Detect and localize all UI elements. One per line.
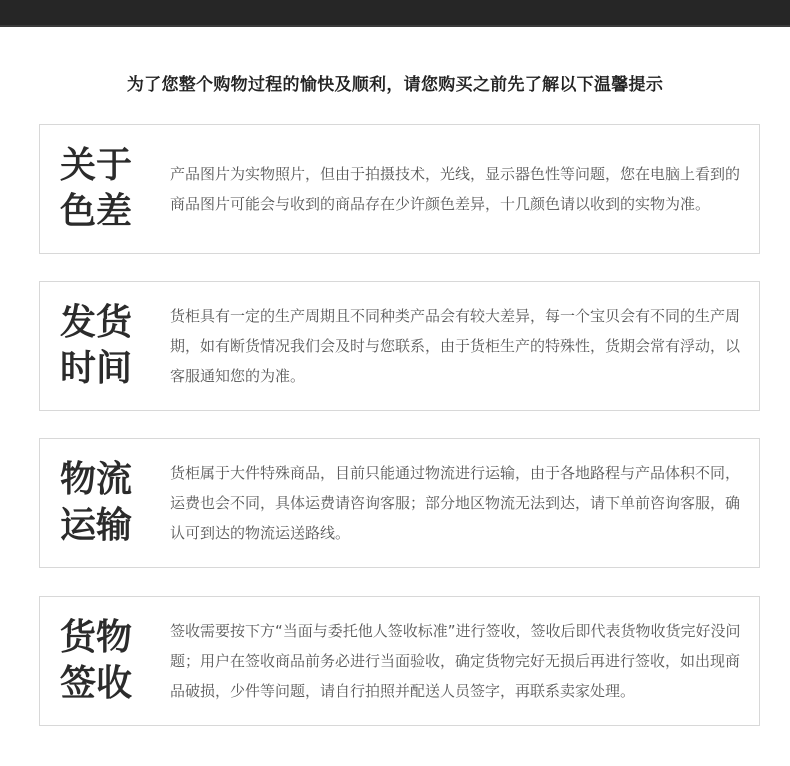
card-title: 货物签收 bbox=[60, 617, 133, 704]
info-card-receipt bbox=[39, 596, 760, 726]
info-card-logistics bbox=[39, 438, 760, 568]
info-card-color-difference bbox=[39, 124, 760, 254]
top-banner-strip bbox=[0, 0, 790, 27]
card-title: 关于色差 bbox=[60, 145, 133, 232]
card-title: 物流运输 bbox=[60, 459, 133, 546]
notice-heading: 为了您整个购物过程的愉快及顺利，请您购买之前先了解以下温馨提示 bbox=[126, 75, 664, 95]
card-text: 货柜具有一定的生产周期且不同种类产品会有较大差异，每一个宝贝会有不同的生产周期，如有断货情况我们会及时与您联系，由于货柜生产的特殊性，货期会常有浮动，以客服通知您的为准。 bbox=[170, 307, 741, 385]
card-text: 货柜属于大件特殊商品，目前只能通过物流进行运输，由于各地路程与产品体积不同，运费也会不同，具体运费请咨询客服；部分地区物流无法到达，请下单前咨询客服，确认可到达的物流运送路线。 bbox=[170, 464, 741, 542]
card-text: 产品图片为实物照片，但由于拍摄技术，光线，显示器色性等问题，您在电脑上看到的商品图片可能会与收到的商品存在少许颜色差异，十几颜色请以收到的实物为准。 bbox=[170, 165, 741, 213]
card-text: 签收需要按下方“当面与委托他人签收标准”进行签收，签收后即代表货物收货完好没问题；用户在签收商品前务必进行当面验收，确定货物完好无损后再进行签收，如出现商品破损，少件等问题，请自行拍照并配送人员签字，再联系卖家处理。 bbox=[170, 622, 741, 700]
card-title: 发货时间 bbox=[60, 302, 133, 389]
info-card-shipping-time bbox=[39, 281, 760, 411]
